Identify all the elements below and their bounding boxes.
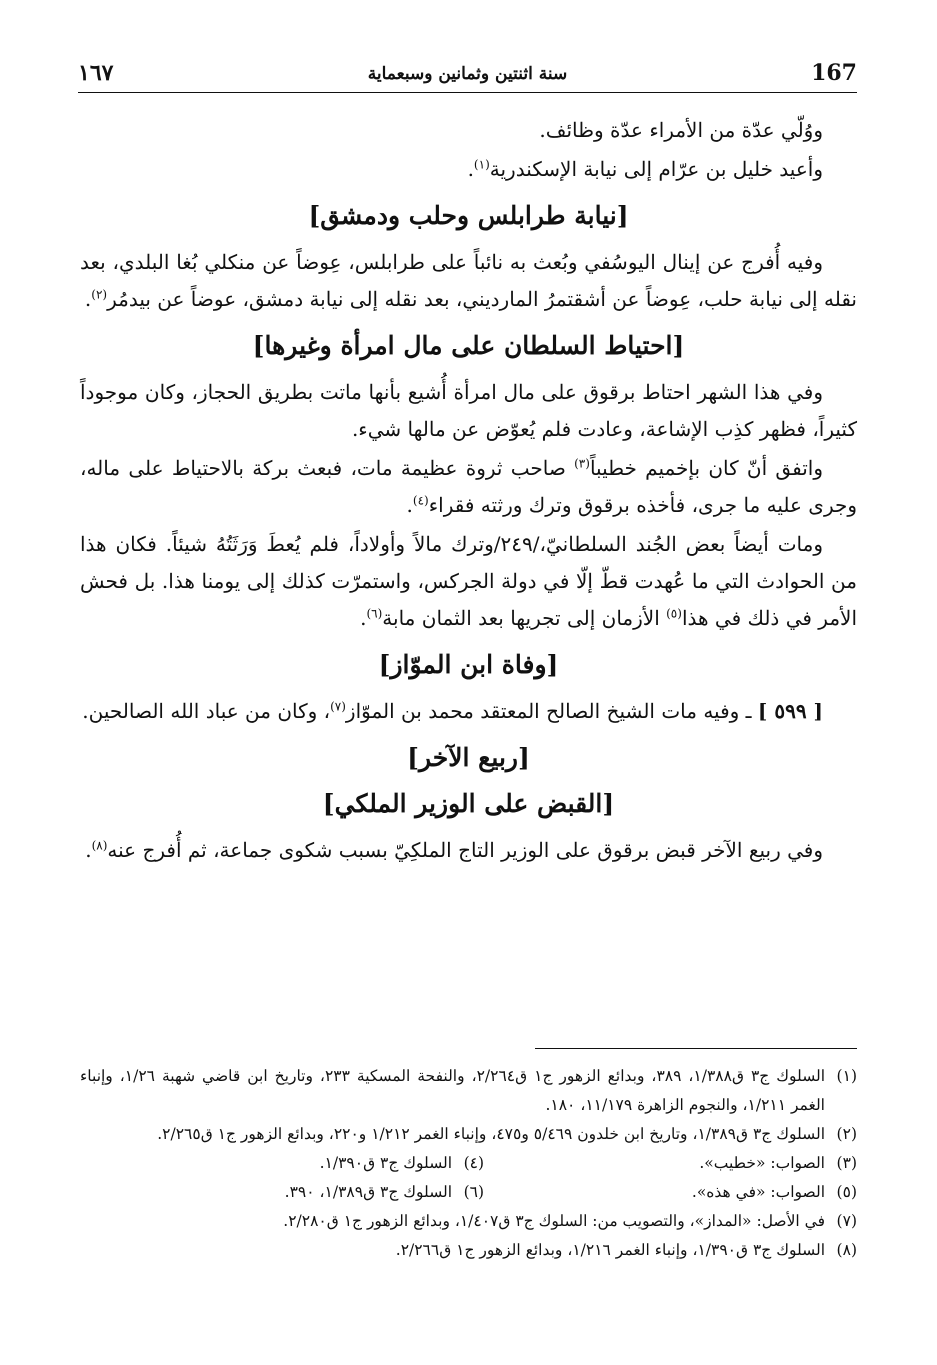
footnote-row <box>80 1149 857 1178</box>
footnote: (٨) السلوك ج٣ ق١/٣٩٠، وإنباء الغمر ١/٢١٦، وبدائع الزهور ج١ ق٢/٢٦٦. <box>395 1241 857 1259</box>
footnotes <box>80 1062 857 1265</box>
footnote: (٤) السلوك ج٣ ق١/٣٩٠. <box>319 1154 485 1172</box>
paragraph: ووُلّي عدّة من الأمراء عدّة وظائف. <box>539 118 823 142</box>
running-title: سنة اثنتين وثمانين وسبعماية <box>367 64 568 84</box>
footnote-ref: (٨) <box>91 838 108 853</box>
page-header <box>78 58 857 93</box>
paragraph: ومات أيضاً بعض الجُند السلطانيّ،/٢٤٩/وترك مالاً وأولاداً، فلم يُعطَ وَرَثَتُهُ شيئاً. فكان هذا من الحوادث التي ما عُهدت قطّ إلّا في دولة الجركس، واستمرّت كذلك إلى يومنا هذا. بل فحش الأمر في ذلك في هذا$^{(٥)}$ الأزمان إلى تجريها بعد الثمان مابة$^{(٦)}$. <box>80 532 857 630</box>
footnote-ref: (٥) <box>666 606 682 621</box>
section-heading: [نيابة طرابلس وحلب ودمشق] <box>308 201 629 230</box>
main-text <box>80 112 857 871</box>
month-heading: [ربيع الآخر] <box>407 743 530 772</box>
section-heading: [احتياط السلطان على مال امرأة وغيرها] <box>252 331 685 360</box>
footnote-ref: (٦) <box>366 606 383 621</box>
footnote-ref: (٣) <box>574 456 590 471</box>
footnote: (٣) الصواب: «خطيب». <box>699 1154 857 1172</box>
footnote-ref: (٧) <box>330 699 346 714</box>
footnote: (٢) السلوك ج٣ ق١/٣٨٩، وتاريخ ابن خلدون ٥/٤٦٩ و٤٧٥، وإنباء الغمر ١/٢١٢ و٢٢٠، وبدائع الزهور ج١ ق٢/٢٦٥. <box>157 1125 857 1143</box>
entry-number: [ ٥٩٩ ] <box>757 699 823 723</box>
page-number-latin: 167 <box>811 60 857 86</box>
page-number-arabic: ١٦٧ <box>78 60 114 86</box>
footnote-ref: (١) <box>473 157 490 172</box>
paragraph: وفي ربيع الآخر قبض برقوق على الوزير التاج الملكِيّ بسبب شكوى جماعة، ثم أُفرج عنه$^{(٨)}$. <box>85 838 823 862</box>
footnote-row <box>80 1178 857 1207</box>
paragraph: واتفق أنّ كان بإخميم خطيباً$^{(٣)}$ صاحب ثروة عظيمة مات، فبعث بركة بالاحتياط على ماله، وجرى عليه ما جرى، فأخذه برقوق وترك ورثته فقراء$^{(٤)}$. <box>80 456 857 517</box>
footnote: (١) السلوك ج٣ ق١/٣٨٨، ٣٨٩، وبدائع الزهور ج١ ق٢/٢٦٤، والنفحة المسكية ٢٣٣، وتاريخ ابن قاضي شهبة ١/٢٦، وإنباء الغمر ١/٢١١، والنجوم الزاهرة ١١/١٧٩، ١٨٠. <box>80 1067 857 1114</box>
footnote: (٧) في الأصل: «المداز»، والتصويب من: السلوك ج٣ ق١/٤٠٧، وبدائع الزهور ج١ ق٢/٢٨٠. <box>283 1212 857 1230</box>
paragraph: [ ٥٩٩ ] ـ وفيه مات الشيخ الصالح المعتقد محمد بن الموّاز$^{(٧)}$، وكان من عباد الله الصالحين. <box>82 699 823 723</box>
footnote: (٦) السلوك ج٣ ق١/٣٨٩، ٣٩٠. <box>284 1183 485 1201</box>
paragraph: وأعيد خليل بن عرّام إلى نيابة الإسكندرية$^{(١)}$. <box>467 157 823 181</box>
footnote: (٥) الصواب: «في هذه». <box>691 1183 857 1201</box>
footnote-ref: (٤) <box>412 493 429 508</box>
footnote-ref: (٢) <box>91 287 108 302</box>
footnote-separator <box>535 1048 857 1049</box>
section-heading: [القبض على الوزير الملكي] <box>322 789 615 818</box>
paragraph: وفيه أُفرج عن إينال اليوسُفي وبُعث به نائباً على طرابلس، عِوضاً عن منكلي بُغا البلدي، بعد نقله إلى نيابة حلب، عِوضاً عن أشقتمرُ المارديني، بعد نقله إلى نيابة دمشق، عوضاً عن بيدمُر$^{(٢)}$. <box>80 250 857 311</box>
paragraph: وفي هذا الشهر احتاط برقوق على مال امرأة أُشيع بأنها ماتت بطريق الحجاز، وكان موجوداً كثيراً، فظهر كذِب الإشاعة، وعادت فلم يُعوّض عن مالها شيء. <box>80 380 857 441</box>
section-heading: [وفاة ابن الموّاز] <box>378 650 559 679</box>
